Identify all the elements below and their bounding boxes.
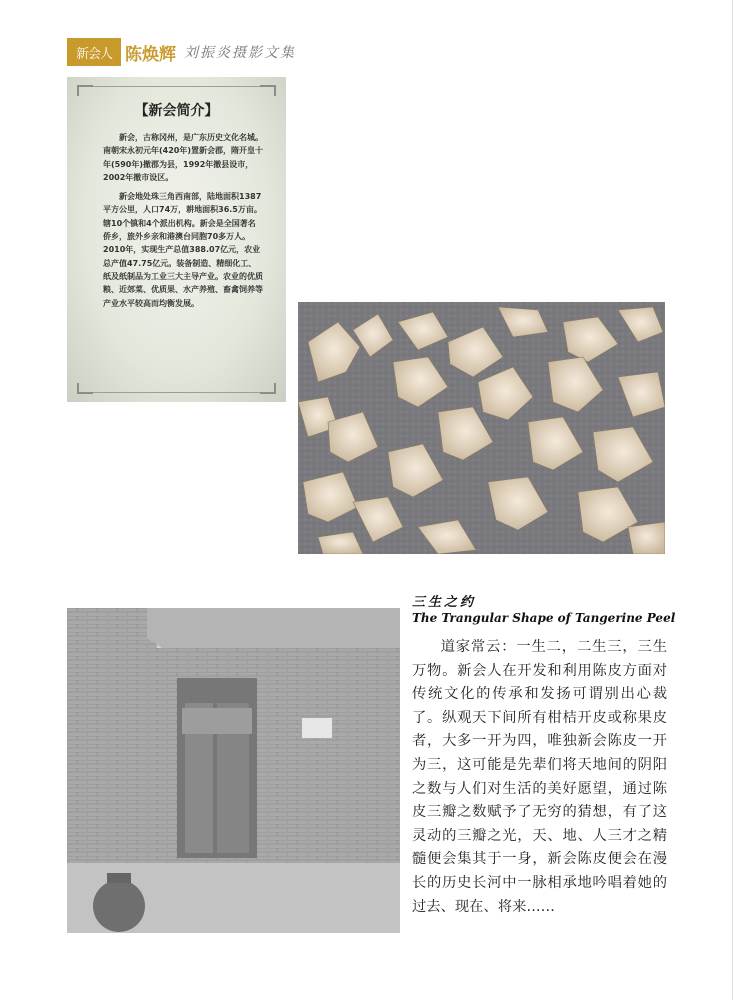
- body-paragraph: 道家常云：一生二，二生三，三生万物。新会人在开发和利用陈皮方面对传统文化的传承和发扬可谓别出心裁了。纵观天下间所有柑桔开皮或称果皮者，大多一开为四，唯独新会陈皮一开为三，这可能是先辈们将天地间的阴阳之数与人们对生活的美好愿望，通过陈皮三瓣之数赋予了无穷的猜想，有了这灵动的三瓣之光，天、地、人三才之精髓便会集其于一身，新会陈皮便会在漫长的历史长河中一脉相承地吟唱着她的过去、现在、将来……: [412, 639, 667, 915]
- section-body: [412, 636, 667, 919]
- brand-logo: [67, 38, 121, 66]
- logo-text: 新会人: [75, 46, 112, 62]
- plaque-paragraph: 新会地处珠三角西南部，陆地面积1387平方公里，人口74万，耕地面积36.5万亩。辖10个镇和4个派出机构。新会是全国著名侨乡，旅外乡亲和港澳台同胞70多万人。2010年，实现生产总值388.07亿元，农业总产值47.75亿元。装备制造、精细化工、纸及纸制品为工业三大主导产业。农业的优质粮、近郊菜、优质果、水产养殖、畜禽饲养等产业水平较高而均衡发展。: [103, 192, 263, 308]
- series-title: 刘振炎摄影文集: [184, 45, 296, 61]
- ornament-corner: [260, 383, 276, 394]
- house-illustration: [67, 608, 400, 933]
- ornament-line: [93, 86, 260, 87]
- peels-illustration: [298, 302, 665, 554]
- section-subtitle: The Trangular Shape of Tangerine Peel: [412, 611, 676, 625]
- photo-drying-tangerine-peels: [298, 302, 665, 554]
- plaque-body: [103, 131, 263, 310]
- page-header: [67, 38, 296, 66]
- section-title: 三生之约: [412, 595, 477, 610]
- photo-old-brick-house: [67, 608, 400, 933]
- ornament-corner: [77, 383, 93, 394]
- author-name: 陈焕辉: [125, 44, 176, 65]
- ornament-line: [93, 392, 260, 393]
- plaque-paragraph: 新会，古称冈州，是广东历史文化名城。南朝宋永初元年(420年)置新会郡，隋开皇十年(590年)撤郡为县，1992年撤县设市，2002年撤市设区。: [103, 133, 264, 182]
- ornament-corner: [77, 85, 93, 96]
- plaque-title: 【新会简介】: [134, 103, 219, 119]
- xinhui-intro-plaque: [67, 77, 286, 402]
- ornament-corner: [260, 85, 276, 96]
